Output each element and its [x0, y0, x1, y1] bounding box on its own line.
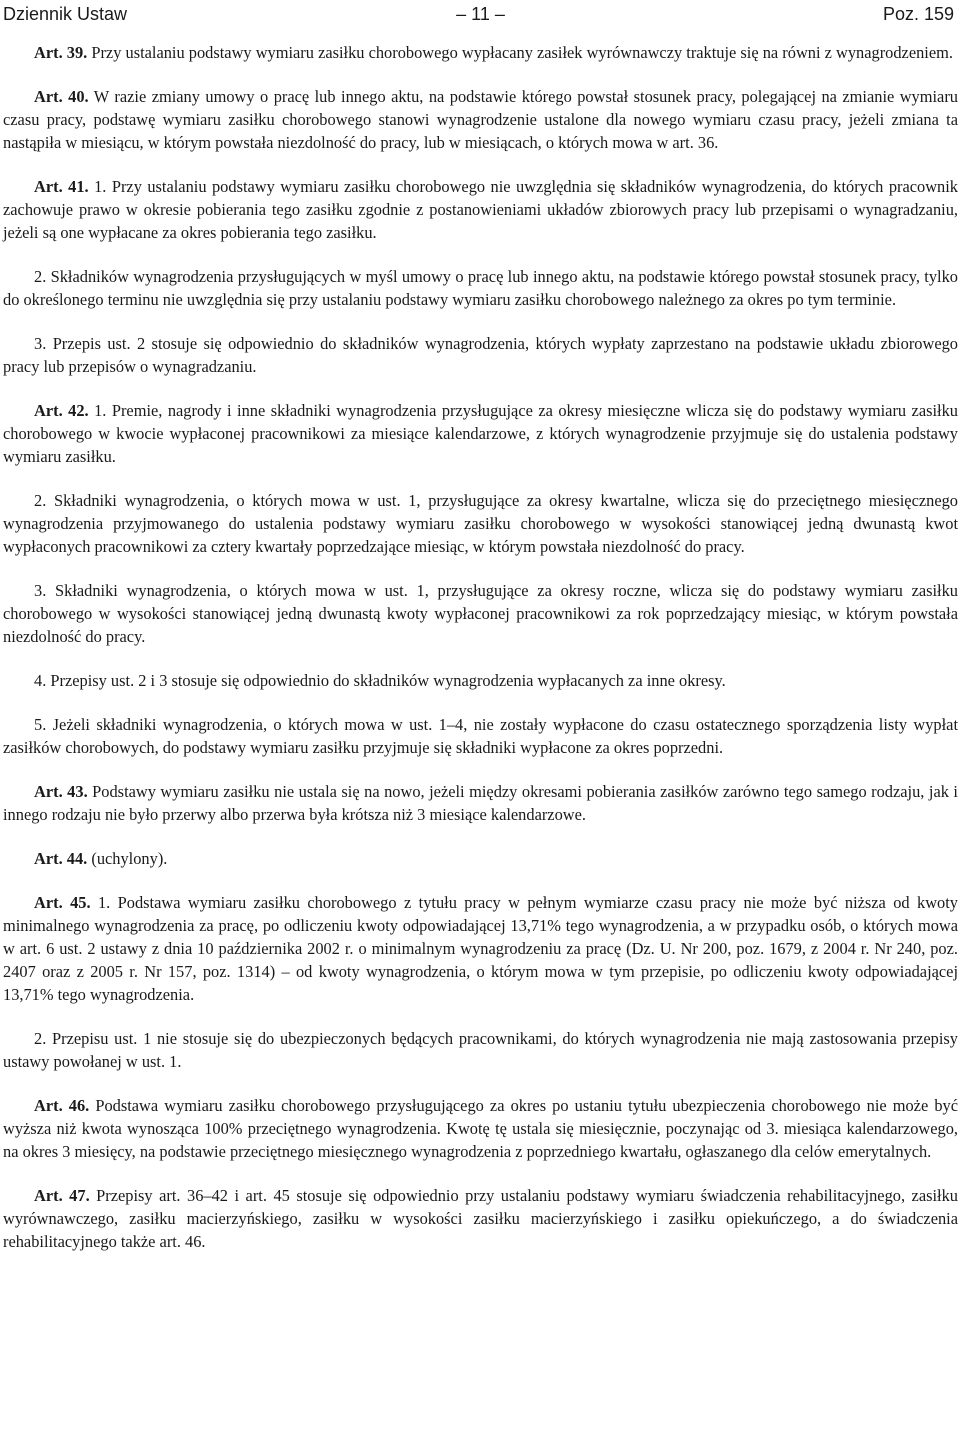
paragraph-art-41-1	[3, 175, 958, 244]
article-heading: Art. 43.	[34, 782, 88, 801]
article-heading: Art. 44.	[34, 849, 88, 868]
paragraph-text: Przy ustalaniu podstawy wymiaru zasiłku chorobowego wypłacany zasiłek wyrównawczy traktuje się na równi z wynagrodzeniem.	[87, 43, 953, 62]
paragraph-art-41-3	[3, 332, 958, 378]
journal-title: Dziennik Ustaw	[3, 4, 128, 24]
paragraph-text: 2. Przepisu ust. 1 nie stosuje się do ubezpieczonych będących pracownikami, do których wynagrodzenia nie mają zastosowania przepisy ustawy powołanej w ust. 1.	[3, 1029, 958, 1071]
paragraph-art-45-2	[3, 1027, 958, 1073]
paragraph-text: 5. Jeżeli składniki wynagrodzenia, o których mowa w ust. 1–4, nie zostały wypłacone do czasu ostatecznego sporządzenia listy wypłat zasiłków chorobowych, do podstawy wymiaru zasiłku przyjmuje się składniki wypłacone za okres poprzedni.	[3, 715, 958, 757]
page-number: – 11 –	[456, 4, 505, 24]
article-heading: Art. 47.	[34, 1186, 90, 1205]
paragraph-art-42-2	[3, 489, 958, 558]
article-heading: Art. 45.	[34, 893, 91, 912]
paragraph-text: 3. Przepis ust. 2 stosuje się odpowiednio do składników wynagrodzenia, których wypłaty zaprzestano na podstawie układu zbiorowego pracy lub przepisów o wynagradzaniu.	[3, 334, 958, 376]
paragraph-art-44	[3, 847, 958, 870]
paragraph-art-46	[3, 1094, 958, 1163]
paragraph-text: 1. Premie, nagrody i inne składniki wynagrodzenia przysługujące za okresy miesięczne wlicza się do podstawy wymiaru zasiłku chorobowego w kwocie wypłaconej pracownikowi za miesiące kalendarzowe, z których wynagrodzenie przyjmuje się do ustalenia podstawy wymiaru zasiłku.	[3, 401, 958, 466]
paragraph-text: W razie zmiany umowy o pracę lub innego aktu, na podstawie którego powstał stosunek pracy, polegającej na zmianie wymiaru czasu pracy, podstawę wymiaru zasiłku chorobowego stanowi wynagrodzenie ustalone dla nowego wymiaru czasu pracy, jeżeli zmiana ta nastąpiła w miesiącu, w którym powstała niezdolność do pracy, lub w miesiącach, o których mowa w art. 36.	[3, 87, 958, 152]
paragraph-text: Podstawa wymiaru zasiłku chorobowego przysługującego za okres po ustaniu tytułu ubezpieczenia chorobowego nie może być wyższa niż kwota wynosząca 100% przeciętnego wynagrodzenia. Kwotę tę ustala się miesięcznie, poczynając od 3. miesiąca kalendarzowego, na okres 3 miesięcy, na podstawie przeciętnego miesięcznego wynagrodzenia z poprzedniego kwartału, ogłaszanego dla celów emerytalnych.	[3, 1096, 958, 1161]
page-header	[3, 0, 958, 28]
paragraph-text: 4. Przepisy ust. 2 i 3 stosuje się odpowiednio do składników wynagrodzenia wypłacanych za inne okresy.	[34, 671, 726, 690]
paragraph-text: 1. Podstawa wymiaru zasiłku chorobowego z tytułu pracy w pełnym wymiarze czasu pracy nie może być niższa od kwoty minimalnego wynagrodzenia za pracę, po odliczeniu kwoty odpowiadającej 13,71% tego wynagrodzenia, a w przypadku osób, o których mowa w art. 6 ust. 2 ustawy z dnia 10 października 2002 r. o minimalnym wynagrodzeniu za pracę (Dz. U. Nr 200, poz. 1679, z 2004 r. Nr 240, poz. 2407 oraz z 2005 r. Nr 157, poz. 1314) – od kwoty wynagrodzenia, o którym mowa w tym przepisie, po odliczeniu kwoty odpowiadającej 13,71% tego wynagrodzenia.	[3, 893, 958, 1004]
paragraph-text: Przepisy art. 36–42 i art. 45 stosuje się odpowiednio przy ustalaniu podstawy wymiaru świadczenia rehabilitacyjnego, zasiłku wyrównawczego, zasiłku macierzyńskiego, zasiłku w wysokości zasiłku macierzyńskiego i zasiłku opiekuńczego, a do świadczenia rehabilitacyjnego także art. 46.	[3, 1186, 958, 1251]
paragraph-art-39	[3, 41, 958, 64]
article-heading: Art. 40.	[34, 87, 89, 106]
paragraph-art-45-1	[3, 891, 958, 1006]
paragraph-art-43	[3, 780, 958, 826]
paragraph-text: 2. Składniki wynagrodzenia, o których mowa w ust. 1, przysługujące za okresy kwartalne, wlicza się do przeciętnego miesięcznego wynagrodzenia przyjmowanego do ustalenia podstawy wymiaru zasiłku chorobowego w wysokości stanowiącej jedną dwunastą kwot wypłaconych pracownikowi za cztery kwartały poprzedzające miesiąc, w którym powstała niezdolność do pracy.	[3, 491, 958, 556]
article-heading: Art. 41.	[34, 177, 89, 196]
paragraph-art-41-2	[3, 265, 958, 311]
paragraph-art-47	[3, 1184, 958, 1253]
article-heading: Art. 46.	[34, 1096, 90, 1115]
paragraph-text: 3. Składniki wynagrodzenia, o których mowa w ust. 1, przysługujące za okresy roczne, wlicza się do podstawy wymiaru zasiłku chorobowego w wysokości stanowiącej jedną dwunastą kwoty wypłaconej pracownikowi za rok poprzedzający miesiąc, w którym powstała niezdolność do pracy.	[3, 581, 958, 646]
position-number: Poz. 159	[882, 4, 954, 24]
paragraph-art-40	[3, 85, 958, 154]
paragraph-text: Podstawy wymiaru zasiłku nie ustala się na nowo, jeżeli między okresami pobierania zasiłków zarówno tego samego rodzaju, jak i innego rodzaju nie było przerwy albo przerwa była krótsza niż 3 miesiące kalendarzowe.	[3, 782, 958, 824]
article-heading: Art. 42.	[34, 401, 89, 420]
paragraph-text: 1. Przy ustalaniu podstawy wymiaru zasiłku chorobowego nie uwzględnia się składników wynagrodzenia, do których pracownik zachowuje prawo w okresie pobierania tego zasiłku zgodnie z postanowieniami układów zbiorowych pracy lub przepisami o wynagradzaniu, jeżeli są one wypłacane za okres pobierania tego zasiłku.	[3, 177, 958, 242]
paragraph-text: 2. Składników wynagrodzenia przysługujących w myśl umowy o pracę lub innego aktu, na podstawie którego powstał stosunek pracy, tylko do określonego terminu nie uwzględnia się przy ustalaniu podstawy wymiaru zasiłku chorobowego należnego za okres po tym terminie.	[3, 267, 958, 309]
paragraph-art-42-5	[3, 713, 958, 759]
article-heading: Art. 39.	[34, 43, 88, 62]
paragraph-text: (uchylony).	[87, 849, 168, 868]
paragraph-art-42-3	[3, 579, 958, 648]
paragraph-art-42-4	[3, 669, 958, 692]
paragraph-art-42-1	[3, 399, 958, 468]
document-body	[3, 41, 958, 1253]
